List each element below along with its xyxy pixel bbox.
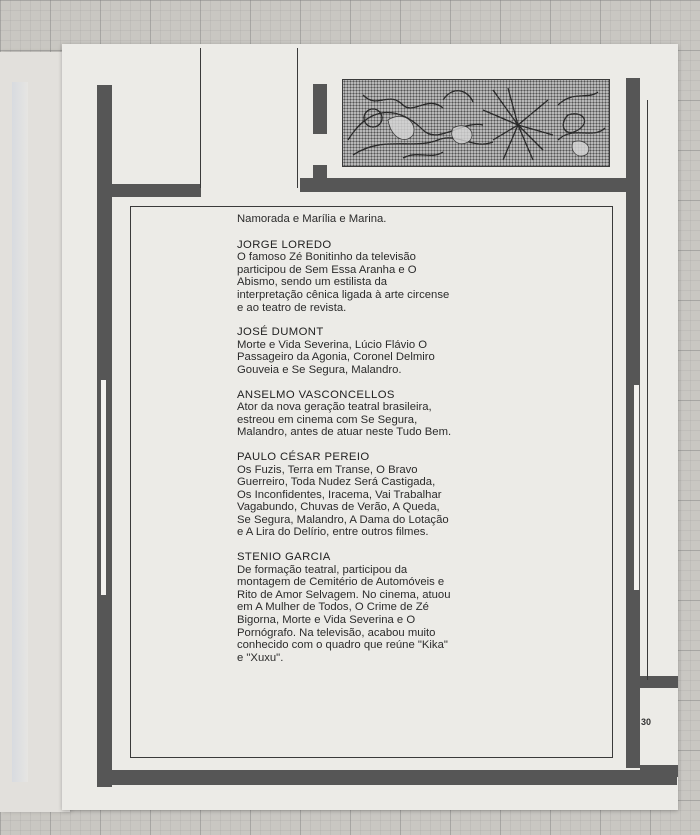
cast-entry [237,389,452,439]
intro-line: Namorada e Marília e Marina. [237,213,387,225]
actor-name: JORGE LOREDO [237,238,332,251]
guide-line-top-right [297,48,298,188]
cast-entry [237,239,452,315]
cast-entry [237,551,452,664]
guide-line-top-left [200,48,201,188]
frame-upper-stub [313,165,327,179]
page-number: 30 [641,717,652,727]
actor-bio: De formação teatral, participou da montagem de Cemitério de Automóveis e Rito de Amor Selvagem. No cinema, atuou em A Mulher de Todos, O Crime de Zé Bigorna, Morte e Vida Severina e O Pornógrafo. Na televisão, acabou muito conhecido com o quadro que reúne "Kika" e "Xuxu". [237,563,451,664]
frame-top-right-bar [300,178,640,192]
cast-biographies [237,213,452,676]
inner-frame-top [130,206,612,207]
facing-page-edge [0,52,70,812]
frame-right-notch-lower [640,765,678,777]
decorative-illustration [342,79,610,167]
frame-right-notch [640,676,678,688]
actor-name: ANSELMO VASCONCELLOS [237,388,395,401]
inner-frame-right [612,206,613,758]
inner-frame-bottom [130,757,612,758]
frame-bottom-bar [97,770,677,785]
actor-bio: Os Fuzis, Terra em Transe, O Bravo Guerreiro, Toda Nudez Será Castigada, Os Inconfidentes, Iracema, Vai Trabalhar Vagabundo, Chuvas de Verão, A Queda, Se Segura, Malandro, A Dama do Lotação e A Lira do Delírio, entre outros filmes. [237,463,449,539]
actor-name: PAULO CÉSAR PEREIO [237,450,370,463]
frame-right-slot [634,385,639,590]
cast-entry [237,326,452,376]
facing-page-strip [12,82,28,782]
illustration-drawing [343,80,609,166]
frame-upper-post [313,84,327,134]
frame-left-slot [101,380,106,595]
actor-name: STENIO GARCIA [237,551,331,564]
actor-name: JOSÉ DUMONT [237,326,324,339]
actor-bio: Ator da nova geração teatral brasileira, estreou em cinema com Se Segura, Malandro, antes de atuar neste Tudo Bem. [237,401,452,439]
frame-top-left-bar [97,184,201,197]
actor-bio: Morte e Vida Severina, Lúcio Flávio O Passageiro da Agonia, Coronel Delmiro Gouveia e Se Segura, Malandro. [237,338,435,376]
cast-entry [237,451,452,539]
inner-frame-left [130,206,131,758]
actor-bio: O famoso Zé Bonitinho da televisão participou de Sem Essa Aranha e O Abismo, sendo um estilista da interpretação cênica ligada à arte circense e ao teatro de revista. [237,251,450,314]
outer-guide-right [647,100,648,680]
